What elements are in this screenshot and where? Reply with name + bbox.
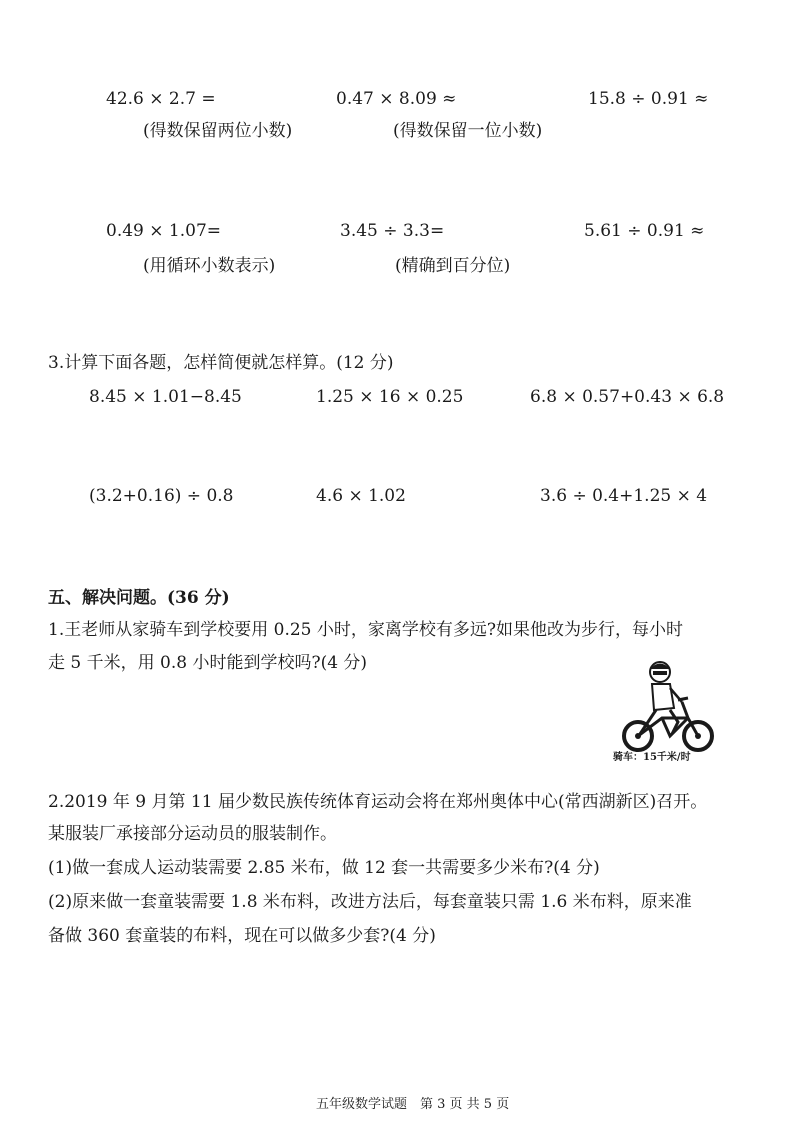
illustration-caption: 骑车：15千米/时 bbox=[613, 752, 691, 763]
calc-note-4: (用循环小数表示) bbox=[143, 256, 276, 276]
calc-note-2: (得数保留一位小数) bbox=[393, 121, 543, 141]
section3-heading: 3.计算下面各题，怎样简便就怎样算。(12 分) bbox=[48, 353, 394, 373]
question-2-line-1: 2.2019 年 9 月第 11 届少数民族传统体育运动会将在郑州奥体中心(常西湖新区)召开。 bbox=[48, 792, 708, 812]
simplify-expr-4: (3.2+0.16) ÷ 0.8 bbox=[89, 486, 234, 506]
calc-expr-6: 5.61 ÷ 0.91 ≈ bbox=[584, 221, 705, 241]
question-1-line-1: 1.王老师从家骑车到学校要用 0.25 小时，家离学校有多远?如果他改为步行，每小时 bbox=[48, 620, 683, 640]
question-2-sub-2-line-1: (2)原来做一套童装需要 1.8 米布料，改进方法后，每套童装只需 1.6 米布料，原来准 bbox=[48, 892, 692, 912]
simplify-expr-6: 3.6 ÷ 0.4+1.25 × 4 bbox=[540, 486, 708, 506]
simplify-expr-1: 8.45 × 1.01−8.45 bbox=[89, 387, 242, 407]
cyclist-illustration bbox=[618, 656, 718, 762]
calc-expr-3: 15.8 ÷ 0.91 ≈ bbox=[588, 89, 709, 109]
question-2-line-2: 某服装厂承接部分运动员的服装制作。 bbox=[48, 824, 337, 844]
calc-expr-2: 0.47 × 8.09 ≈ bbox=[336, 89, 457, 109]
simplify-expr-5: 4.6 × 1.02 bbox=[316, 486, 406, 506]
question-1-line-2: 走 5 千米，用 0.8 小时能到学校吗?(4 分) bbox=[48, 653, 368, 673]
section5-heading: 五、解决问题。(36 分) bbox=[48, 588, 230, 608]
calc-expr-1: 42.6 × 2.7 = bbox=[106, 89, 216, 109]
calc-note-1: (得数保留两位小数) bbox=[143, 121, 293, 141]
calc-note-5: (精确到百分位) bbox=[395, 256, 511, 276]
page-footer: 五年级数学试题 第 3 页 共 5 页 bbox=[316, 1097, 510, 1112]
simplify-expr-2: 1.25 × 16 × 0.25 bbox=[316, 387, 464, 407]
simplify-expr-3: 6.8 × 0.57+0.43 × 6.8 bbox=[530, 387, 725, 407]
question-2-sub-2-line-2: 备做 360 套童装的布料，现在可以做多少套?(4 分) bbox=[48, 926, 436, 946]
question-2-sub-1: (1)做一套成人运动装需要 2.85 米布，做 12 套一共需要多少米布?(4 分) bbox=[48, 858, 600, 878]
calc-expr-5: 3.45 ÷ 3.3= bbox=[340, 221, 445, 241]
calc-expr-4: 0.49 × 1.07= bbox=[106, 221, 221, 241]
